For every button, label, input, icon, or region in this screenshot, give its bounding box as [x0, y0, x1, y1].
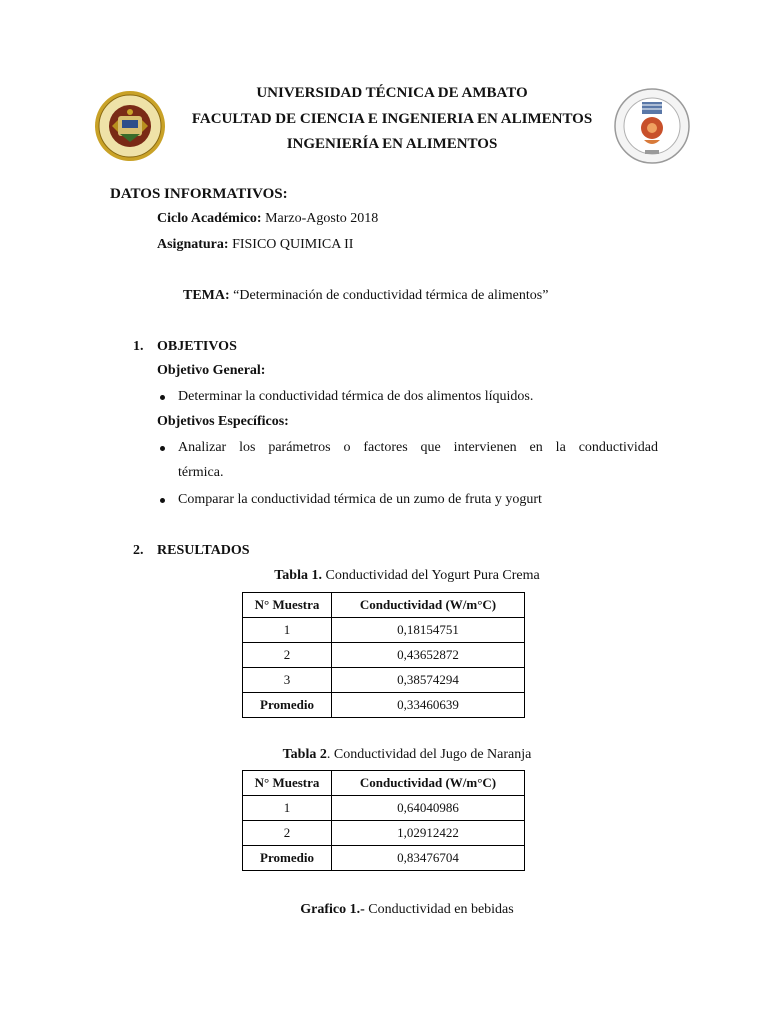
table-cell: 0,33460639: [332, 693, 525, 718]
table-row: [243, 821, 525, 846]
table2: [242, 770, 525, 871]
table-cell: 0,43652872: [332, 643, 525, 668]
table-header-row: [243, 593, 525, 618]
grafico-caption-text: Conductividad en bebidas: [368, 902, 514, 917]
table-cell: 1,02912422: [332, 821, 525, 846]
resultados-heading: RESULTADOS: [157, 543, 250, 558]
objetivo-general-label: Objetivo General:: [157, 363, 266, 378]
bullet-icon: [160, 498, 165, 503]
table-cell: 2: [243, 821, 332, 846]
table-header-cell: N° Muestra: [243, 593, 332, 618]
objetivos-heading: OBJETIVOS: [157, 339, 237, 354]
grafico-caption: [150, 902, 664, 918]
table2-caption: [150, 747, 664, 763]
table1-caption: [150, 568, 664, 584]
table1-caption-label: Tabla 1.: [274, 568, 322, 583]
table-header-row: [243, 771, 525, 796]
table-cell: Promedio: [243, 693, 332, 718]
bullet-icon: [160, 395, 165, 400]
table-row: [243, 643, 525, 668]
table1: [242, 592, 525, 718]
table-cell: 3: [243, 668, 332, 693]
table-cell: 1: [243, 796, 332, 821]
table-row: [243, 796, 525, 821]
table-cell: 0,18154751: [332, 618, 525, 643]
faculty-name: FACULTAD DE CIENCIA E INGENIERIA EN ALIMENTOS: [191, 111, 593, 127]
objetivo-especifico-text-1: Analizar los parámetros o factores que intervienen en la conductividad: [178, 440, 658, 455]
objetivo-general-item: Determinar la conductividad térmica de dos alimentos líquidos.: [178, 389, 534, 404]
asignatura-line: [157, 237, 353, 253]
info-heading: DATOS INFORMATIVOS:: [110, 186, 288, 202]
ciclo-label: Ciclo Académico:: [157, 211, 262, 226]
table-cell: 0,83476704: [332, 846, 525, 871]
table-average-row: [243, 846, 525, 871]
table-cell: Promedio: [243, 846, 332, 871]
ciclo-line: [157, 211, 378, 227]
tema-label: TEMA:: [183, 288, 230, 303]
table2-caption-text: . Conductividad del Jugo de Naranja: [326, 747, 532, 762]
tema-line: [183, 288, 548, 304]
table-cell: 1: [243, 618, 332, 643]
university-name: UNIVERSIDAD TÉCNICA DE AMBATO: [256, 85, 528, 101]
ciclo-value: Marzo-Agosto 2018: [265, 211, 379, 226]
grafico-caption-label: Grafico 1.-: [300, 902, 365, 917]
table-cell: 0,64040986: [332, 796, 525, 821]
table-average-row: [243, 693, 525, 718]
resultados-number: 2.: [133, 543, 144, 558]
table-header-cell: Conductividad (W/m°C): [332, 771, 525, 796]
program-name: INGENIERÍA EN ALIMENTOS: [286, 136, 498, 152]
tema-value: “Determinación de conductividad térmica de alimentos”: [233, 288, 549, 303]
objetivos-number: 1.: [133, 339, 144, 354]
table-row: [243, 668, 525, 693]
table2-caption-label: Tabla 2: [282, 747, 327, 762]
table-row: [243, 618, 525, 643]
table-cell: 2: [243, 643, 332, 668]
asignatura-label: Asignatura:: [157, 237, 229, 252]
objetivo-especifico-item-1-cont: térmica.: [178, 465, 224, 480]
objetivo-especifico-item-1: [178, 440, 658, 456]
table-header-cell: Conductividad (W/m°C): [332, 593, 525, 618]
objetivo-especifico-item-2: Comparar la conductividad térmica de un zumo de fruta y yogurt: [178, 492, 542, 507]
table-cell: 0,38574294: [332, 668, 525, 693]
asignatura-value: FISICO QUIMICA II: [232, 237, 354, 252]
table1-caption-text: Conductividad del Yogurt Pura Crema: [325, 568, 540, 583]
bullet-icon: [160, 446, 165, 451]
objetivos-especificos-label: Objetivos Específicos:: [157, 414, 289, 429]
table-header-cell: N° Muestra: [243, 771, 332, 796]
